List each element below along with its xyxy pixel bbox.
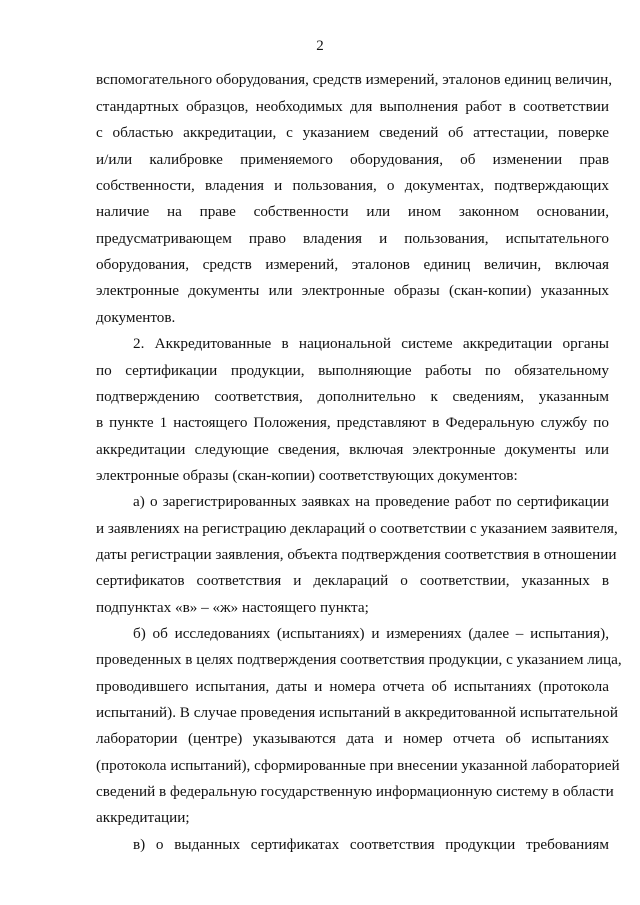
text-line: документов. [96,309,176,326]
text-line: аккредитации следующие сведения, включая электронные документы или [96,441,609,458]
text-line: собственности, владения и пользования, о документах, подтверждающих [96,177,609,194]
text-line: предусматривающем право владения и пользования, испытательного [96,230,609,247]
text-line: с областью аккредитации, с указанием сведений об аттестации, поверке [96,124,609,141]
text-line: стандартных образцов, необходимых для выполнения работ в соответствии [96,98,609,115]
page-number: 2 [316,38,324,54]
paragraph-first-line: б) об исследованиях (испытаниях) и измерениях (далее – испытания), [133,625,609,642]
text-line: по сертификации продукции, выполняющие работы по обязательному [96,362,609,379]
text-line: (протокола испытаний), сформированные при внесении указанной лабораторией [96,757,620,774]
text-line: оборудования, средств измерений, эталонов единиц величин, включая [96,256,609,273]
text-line: наличие на праве собственности или ином законном основании, [96,203,609,220]
text-line: даты регистрации заявления, объекта подтверждения соответствия в отношении [96,546,617,563]
text-line: сертификатов соответствия и деклараций о соответствии, указанных в [96,572,609,589]
text-line: электронные документы или электронные образы (скан-копии) указанных [96,282,609,299]
text-line: и/или калибровке применяемого оборудования, об изменении прав [96,151,609,168]
text-line: испытаний). В случае проведения испытаний в аккредитованной испытательной [96,704,619,721]
text-line: проводившего испытания, даты и номера отчета об испытаниях (протокола [96,678,609,695]
text-line: вспомогательного оборудования, средств измерений, эталонов единиц величин, [96,71,613,88]
text-line: проведенных в целях подтверждения соответствия продукции, с указанием лица, [96,651,622,668]
paragraph-first-line: а) о зарегистрированных заявках на проведение работ по сертификации [133,493,609,510]
text-line: подпунктах «в» – «ж» настоящего пункта; [96,599,369,616]
text-line: подтверждению соответствия, дополнительно к сведениям, указанным [96,388,609,405]
text-line: и заявлениях на регистрацию деклараций о соответствии с указанием заявителя, [96,520,618,537]
paragraph-first-line: в) о выданных сертификатах соответствия продукции требованиям [133,836,609,853]
text-line: сведений в федеральную государственную информационную систему в области [96,783,614,800]
text-line: в пункте 1 настоящего Положения, представляют в Федеральную службу по [96,414,609,431]
paragraph-first-line: 2. Аккредитованные в национальной системе аккредитации органы [133,335,609,352]
text-line: лаборатории (центре) указываются дата и номер отчета об испытаниях [96,730,609,747]
text-line: электронные образы (скан-копии) соответствующих документов: [96,467,518,484]
text-line: аккредитации; [96,809,190,826]
